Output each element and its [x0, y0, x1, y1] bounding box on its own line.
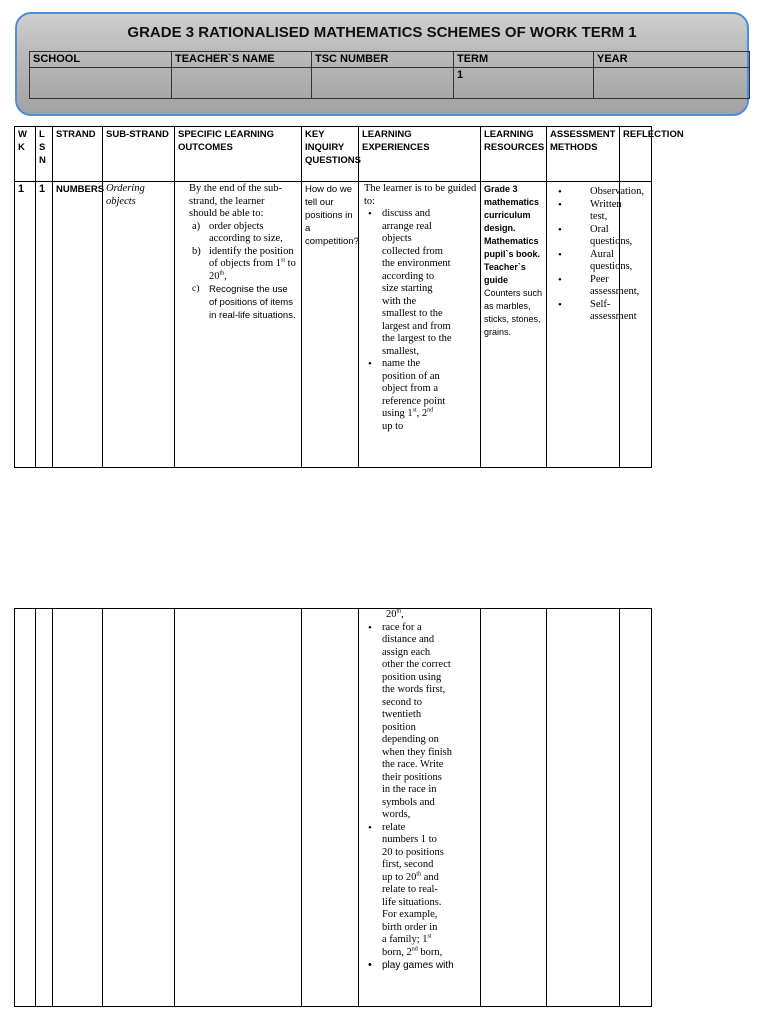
school-label: SCHOOL [30, 52, 172, 68]
experience-continued-text: 20th, [386, 608, 404, 620]
sub-strand-value: Ordering objects [103, 182, 175, 468]
strand-cell-continued [53, 609, 103, 1007]
term-label: TERM [454, 52, 594, 68]
outcome-item: a) order objects according to size, [192, 220, 283, 244]
experience-item: • play games with [382, 959, 462, 972]
year-value [594, 68, 750, 99]
assessment-cell-continued [547, 609, 620, 1007]
experience-item: • discuss and arrange real objects collected from the environment according to size starting with the smallest to the largest and from the largest to the smallest, [382, 208, 452, 358]
outcomes-list [189, 221, 298, 323]
week-number: 1 [15, 182, 36, 468]
assessment-item: • Observation, [590, 186, 618, 199]
learning-resources-cell [481, 182, 547, 468]
col-header-outcomes: SPECIFIC LEARNING OUTCOMES [175, 127, 302, 182]
assessment-methods-cell [547, 182, 644, 468]
col-header-assessment: ASSESSMENT METHODS [547, 127, 620, 182]
assessment-item: • Written test, [590, 199, 618, 224]
outcomes-cell-continued [175, 609, 302, 1007]
inquiry-cell-continued [302, 609, 359, 1007]
school-value [30, 68, 172, 99]
col-header-inquiry: KEY INQUIRY QUESTIONS [302, 127, 359, 182]
experience-item: • race for a distance and assign each other the correct position using the words first, second to twentieth position depending on when they finish the race. Write their positions in the race in symbols and words, [382, 622, 452, 822]
assessment-item: • Oral questions, [590, 224, 618, 249]
learning-outcomes-cell [175, 182, 302, 468]
outcome-item: b) identify the position of objects from 1st to 20th, [192, 245, 296, 282]
tsc-number-value [312, 68, 454, 99]
col-header-experiences: LEARNING EXPERIENCES [359, 127, 481, 182]
col-header-lsn: L S N [36, 127, 53, 182]
assessment-item: • Peer assessment, [590, 274, 618, 299]
strand-value: NUMBERS [53, 182, 103, 468]
experience-item: • name the position of an object from a reference point using 1st, 2nd up to [382, 358, 446, 433]
document-header-banner [15, 12, 749, 116]
document-title: GRADE 3 RATIONALISED MATHEMATICS SCHEMES OF WORK TERM 1 [127, 24, 637, 41]
header-row [15, 127, 652, 182]
reflection-cell-continued [620, 609, 652, 1007]
col-header-sub-strand: SUB-STRAND [103, 127, 175, 182]
lesson-cell-continued [36, 609, 53, 1007]
experiences-intro: The learner is to be guided to: [364, 183, 477, 207]
outcome-item: c) Recognise the use of positions of items in real-life situations. [192, 284, 296, 321]
school-info-table [29, 51, 750, 99]
lesson-number: 1 [36, 182, 53, 468]
experiences-list-continued [362, 622, 477, 973]
col-header-strand: STRAND [53, 127, 103, 182]
outcomes-intro: By the end of the sub-strand, the learner should be able to: [189, 183, 283, 219]
lesson-row-1 [15, 182, 652, 468]
experience-item: • relate numbers 1 to 20 to positions first, second up to 20th and relate to real-life situations. For example, birth order in a family; 1st born, 2nd born, [382, 822, 444, 960]
resources-cell-continued [481, 609, 547, 1007]
week-cell-continued [15, 609, 36, 1007]
resources-design-books: Grade 3 mathematics curriculum design. Mathematics pupil`s book. Teacher`s guide [484, 184, 540, 285]
experiences-list [362, 208, 477, 433]
year-label: YEAR [594, 52, 750, 68]
scheme-table-page-1 [14, 126, 684, 468]
term-value: 1 [454, 68, 594, 99]
scheme-table-page-2 [14, 608, 652, 1007]
tsc-number-label: TSC NUMBER [312, 52, 454, 68]
assessment-item: • Self-assessment [590, 299, 618, 324]
col-header-resources: LEARNING RESOURCES [481, 127, 547, 182]
col-header-reflection: REFLECTION [620, 127, 652, 182]
key-inquiry-question: How do we tell our positions in a competition? [302, 182, 359, 468]
teacher-name-label: TEACHER`S NAME [172, 52, 312, 68]
assessment-list [550, 186, 644, 324]
lesson-row-1-continued [15, 609, 652, 1007]
learning-experiences-continued [359, 609, 481, 1007]
col-header-wk: W K [15, 127, 36, 182]
learning-experiences-cell [359, 182, 481, 468]
reflection-cell [620, 182, 652, 468]
assessment-item: • Aural questions, [590, 249, 618, 274]
sub-strand-cell-continued [103, 609, 175, 1007]
teacher-name-value [172, 68, 312, 99]
resources-counters: Counters such as marbles, sticks, stones, grains. [484, 288, 543, 337]
